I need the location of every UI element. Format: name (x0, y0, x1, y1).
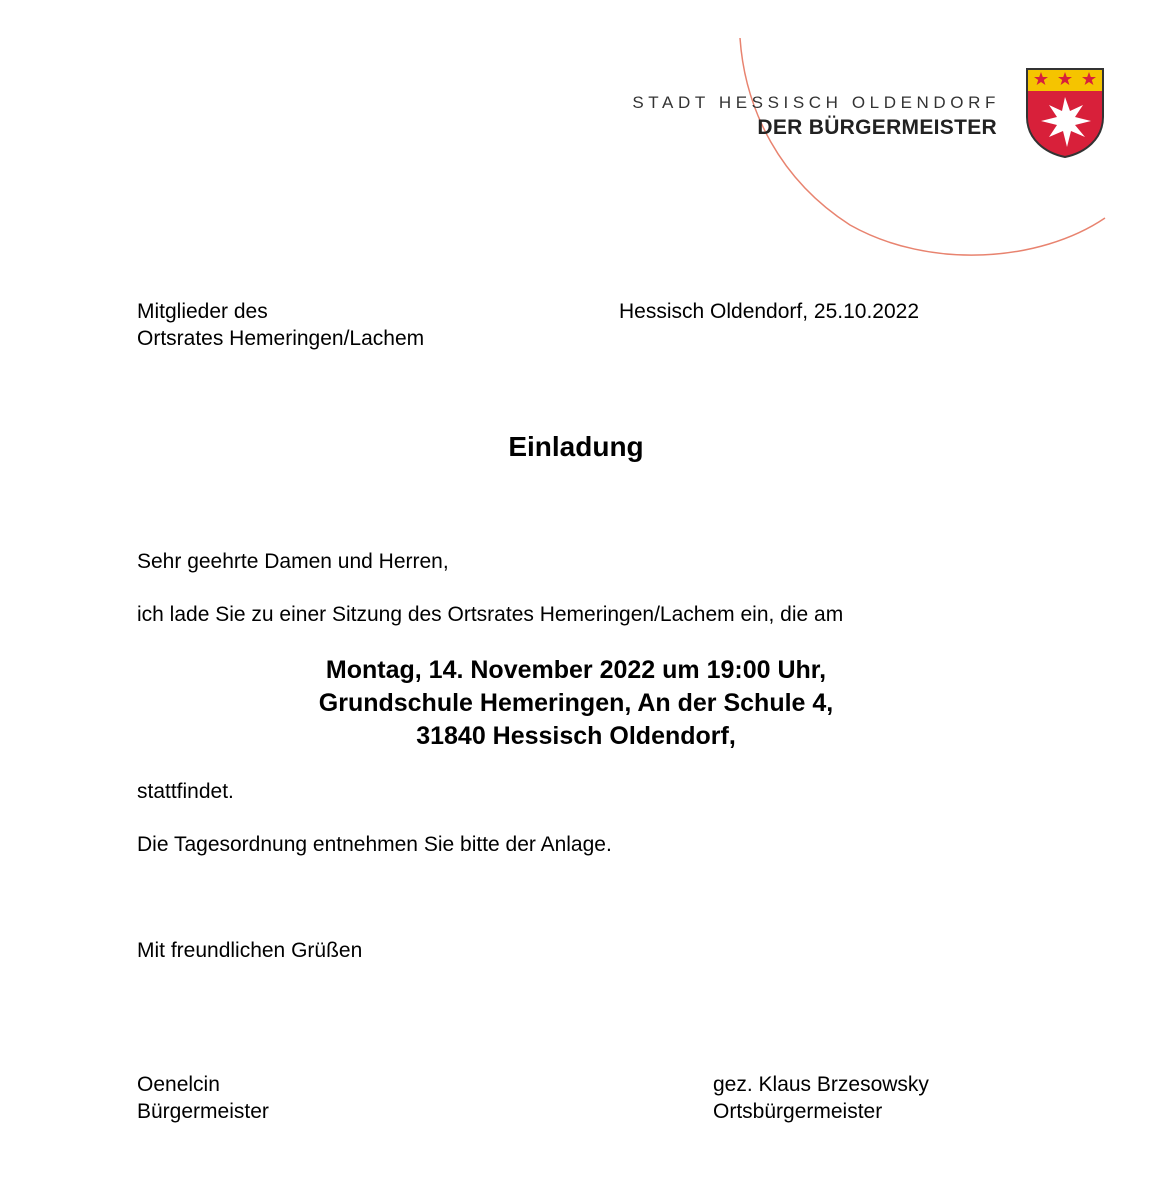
signature-left-name: Oenelcin (137, 1073, 220, 1096)
meeting-city: 31840 Hessisch Oldendorf, (416, 722, 736, 750)
signature-left-role: Bürgermeister (137, 1100, 269, 1123)
place-date: Hessisch Oldendorf, 25.10.2022 (619, 300, 920, 323)
document-title: Einladung (508, 431, 644, 462)
signature-right-name: gez. Klaus Brzesowsky (713, 1073, 929, 1096)
salutation: Sehr geehrte Damen und Herren, (137, 550, 449, 573)
meeting-details (0, 654, 1152, 753)
recipient-line-1: Mitglieder des (137, 300, 268, 323)
closing-greeting: Mit freundlichen Grüßen (137, 939, 363, 962)
letterhead-arc (0, 0, 1152, 300)
intro-paragraph: ich lade Sie zu einer Sitzung des Ortsrates Hemeringen/Lachem ein, die am (137, 603, 844, 626)
signature-right-role: Ortsbürgermeister (713, 1100, 883, 1123)
agenda-note: Die Tagesordnung entnehmen Sie bitte der Anlage. (137, 833, 612, 856)
letterhead-office: DER BÜRGERMEISTER (757, 116, 997, 139)
recipient-line-2: Ortsrates Hemeringen/Lachem (137, 327, 425, 350)
letterhead-city: STADT HESSISCH OLDENDORF (632, 93, 1000, 112)
recipient-block (137, 298, 424, 352)
coat-of-arms-icon (1025, 67, 1105, 159)
signature-left (137, 1071, 269, 1125)
meeting-date-time: Montag, 14. November 2022 um 19:00 Uhr, (325, 656, 827, 684)
stattfindet-text: stattfindet. (137, 780, 234, 803)
meeting-location: Grundschule Hemeringen, An der Schule 4, (318, 689, 834, 717)
signature-right (713, 1071, 929, 1125)
